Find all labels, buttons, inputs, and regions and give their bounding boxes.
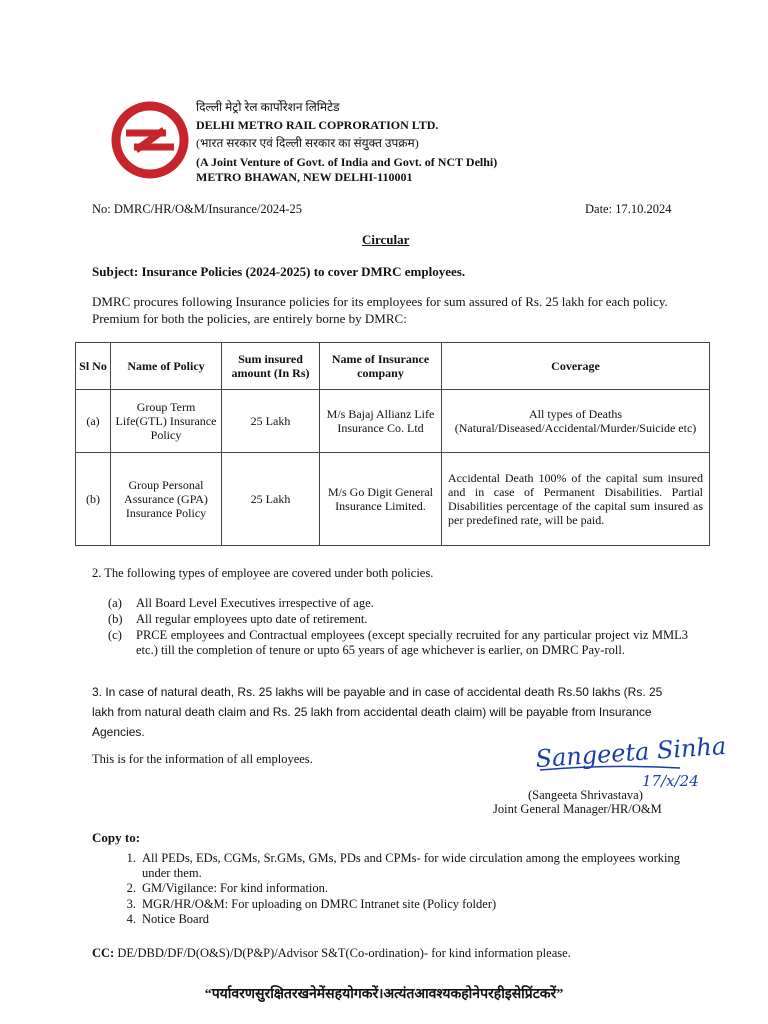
svg-text:17/x/24: 17/x/24 — [642, 772, 699, 790]
list-item-text: All PEDs, EDs, CGMs, Sr.GMs, GMs, PDs and CPMs- for wide circulation among the employees working under them. — [142, 851, 680, 880]
list-item-text: All Board Level Executives irrespective of age. — [136, 596, 374, 610]
cell-sl: (b) — [76, 453, 111, 546]
information-line: This is for the information of all employees. — [92, 752, 313, 766]
col-sl-no: Sl No — [76, 343, 111, 390]
svg-text:Sangeeta Sinha: Sangeeta Sinha — [534, 731, 728, 774]
cell-company: M/s Bajaj Allianz Life Insurance Co. Ltd — [320, 390, 442, 453]
list-item — [108, 596, 688, 611]
subject-line: Subject: Insurance Policies (2024-2025) to cover DMRC employees. — [92, 264, 466, 279]
col-policy-name: Name of Policy — [111, 343, 222, 390]
col-sum-insured: Sum insured amount (In Rs) — [222, 343, 320, 390]
list-item-text: Notice Board — [142, 912, 209, 926]
signatory-name: (Sangeeta Shrivastava) — [528, 788, 643, 802]
cell-coverage: Accidental Death 100% of the capital sum insured and in case of Permanent Disabilities. Partial Disabilities percentage of the capital sum insured as per predefined rate, will be paid. — [442, 453, 710, 546]
cc-line — [92, 946, 571, 961]
col-insurance-company: Name of Insurance company — [320, 343, 442, 390]
list-item — [118, 897, 496, 912]
list-item-number: 3. — [126, 897, 136, 911]
list-item-number: 1. — [126, 851, 136, 865]
list-item — [108, 628, 688, 658]
list-item-number: 2. — [126, 881, 136, 895]
copy-to-heading: Copy to: — [92, 830, 141, 845]
cc-label: CC: — [92, 946, 115, 960]
signature-icon — [530, 722, 728, 798]
venture-hindi: (भारत सरकार एवं दिल्ली सरकार का संयुक्त उपक्रम) — [196, 136, 419, 150]
insurance-policies-table — [75, 342, 710, 546]
list-item-text: MGR/HR/O&M: For uploading on DMRC Intranet site (Policy folder) — [142, 897, 497, 911]
list-item — [118, 881, 328, 896]
point-2-text: 2. The following types of employee are covered under both policies. — [92, 566, 434, 580]
org-name-hindi: दिल्ली मेट्रो रेल कार्पोरेशन लिमिटेड — [196, 100, 340, 114]
dmrc-logo — [110, 100, 190, 180]
footer-slogan: “पर्यावरणसुरक्षितरखनेमेंसहयोगकरें।अत्यंतआवश्यकहोनेपरहीइसेप्रिंटकरें” — [204, 987, 564, 1002]
org-address: METRO BHAWAN, NEW DELHI-110001 — [196, 170, 413, 184]
cell-coverage: All types of Deaths (Natural/Diseased/Accidental/Murder/Suicide etc) — [442, 390, 710, 453]
reference-number: No: DMRC/HR/O&M/Insurance/2024-25 — [92, 202, 303, 216]
list-item — [108, 612, 688, 627]
list-item-text: PRCE employees and Contractual employees (except specially recruited for any particular project viz MML3 etc.) till the completion of tenure or upto 65 years of age whichever is earlier, on DMRC Pay-roll. — [136, 628, 688, 657]
cell-company: M/s Go Digit General Insurance Limited. — [320, 453, 442, 546]
signatory-title: Joint General Manager/HR/O&M — [493, 802, 662, 816]
table-row — [76, 390, 710, 453]
cell-amount: 25 Lakh — [222, 453, 320, 546]
cell-policy: Group Term Life(GTL) Insurance Policy — [111, 390, 222, 453]
circular-date: Date: 17.10.2024 — [585, 202, 672, 216]
list-item-label: (b) — [108, 612, 123, 626]
cell-sl: (a) — [76, 390, 111, 453]
list-item-label: (c) — [108, 628, 122, 642]
cell-policy: Group Personal Assurance (GPA) Insurance Policy — [111, 453, 222, 546]
table-header-row — [76, 343, 710, 390]
list-item — [118, 912, 209, 927]
list-item-text: All regular employees upto date of retirement. — [136, 612, 368, 626]
table-row — [76, 453, 710, 546]
list-item — [118, 851, 680, 881]
intro-paragraph: DMRC procures following Insurance policies for its employees for sum assured of Rs. 25 lakh for each policy. Premium for both the policies, are entirely borne by DMRC: — [92, 294, 668, 326]
point-3-text: 3. In case of natural death, Rs. 25 lakhs will be payable and in case of accidental death Rs.50 lakhs (Rs. 25 lakh from natural death claim and Rs. 25 lakh from accidental death claim) will be payable from Insurance Agencies. — [92, 685, 663, 739]
list-item-text: GM/Vigilance: For kind information. — [142, 881, 329, 895]
circular-heading: Circular — [362, 232, 410, 247]
org-name-english: DELHI METRO RAIL COPRORATION LTD. — [196, 118, 439, 132]
venture-english: (A Joint Venture of Govt. of India and Govt. of NCT Delhi) — [196, 155, 498, 169]
cell-amount: 25 Lakh — [222, 390, 320, 453]
cc-text: DE/DBD/DF/D(O&S)/D(P&P)/Advisor S&T(Co-ordination)- for kind information please. — [117, 946, 571, 960]
list-item-number: 4. — [126, 912, 136, 926]
col-coverage: Coverage — [442, 343, 710, 390]
list-item-label: (a) — [108, 596, 122, 610]
